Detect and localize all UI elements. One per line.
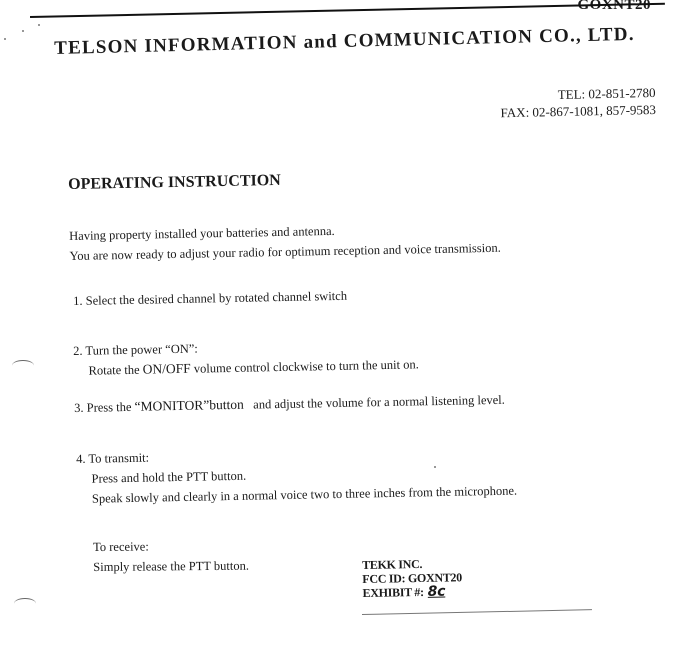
exhibit-stamp	[362, 556, 462, 600]
intro-line: You are now ready to adjust your radio for optimum reception and voice transmission.	[69, 240, 501, 263]
receive-heading: To receive:	[93, 539, 149, 554]
step-line: 4. To transmit:	[76, 450, 150, 466]
receive-instruction	[93, 536, 249, 577]
scan-speck	[22, 30, 24, 32]
instruction-step-4	[76, 441, 517, 509]
scan-speck	[4, 38, 6, 40]
step-line: Speak slowly and clearly in a normal voice two to three inches from the microphone.	[91, 483, 518, 506]
step-line: 2. Turn the power “ON”:	[73, 341, 198, 358]
exhibit-fcc-id: FCC ID: GOXNT20	[362, 570, 462, 586]
exhibit-company: TEKK INC.	[362, 556, 423, 572]
exhibit-line	[362, 584, 462, 600]
instruction-step-1	[73, 286, 347, 311]
step-text: Rotate the	[88, 362, 143, 378]
page-title: OPERATING INSTRUCTION	[68, 171, 281, 193]
telephone: TEL: 02-851-2780	[557, 84, 656, 103]
intro-line: Having property installed your batteries and antenna.	[69, 223, 335, 243]
instruction-step-3	[74, 390, 505, 418]
fax: FAX: 02-867-1081, 857-9583	[500, 101, 656, 121]
step-text: and adjust the volume for a normal listening level.	[243, 392, 505, 412]
intro-paragraph	[69, 218, 501, 266]
header-rule	[30, 3, 665, 18]
document-code: GOXNT20	[577, 0, 651, 13]
punch-hole-mark	[14, 598, 36, 609]
step-emphasis: ON/OFF	[142, 360, 191, 377]
exhibit-number: 8c	[427, 583, 446, 600]
step-text: 3. Press the	[74, 399, 135, 415]
step-emphasis: “MONITOR”button	[134, 396, 244, 414]
scan-speck	[434, 466, 436, 468]
step-text: volume control clockwise to turn the unit on.	[190, 357, 419, 376]
footer-rule	[362, 609, 592, 615]
instruction-step-2	[73, 334, 419, 381]
scan-speck	[38, 24, 40, 26]
company-name: TELSON INFORMATION and COMMUNICATION CO., LTD.	[54, 23, 635, 59]
exhibit-label: EXHIBIT #:	[362, 584, 424, 600]
punch-hole-mark	[12, 360, 34, 371]
receive-line: Simply release the PTT button.	[93, 558, 249, 574]
contact-block	[500, 84, 656, 121]
step-line	[74, 390, 505, 418]
step-line: Press and hold the PTT button.	[91, 468, 247, 486]
step-line: 1. Select the desired channel by rotated channel switch	[73, 288, 348, 308]
